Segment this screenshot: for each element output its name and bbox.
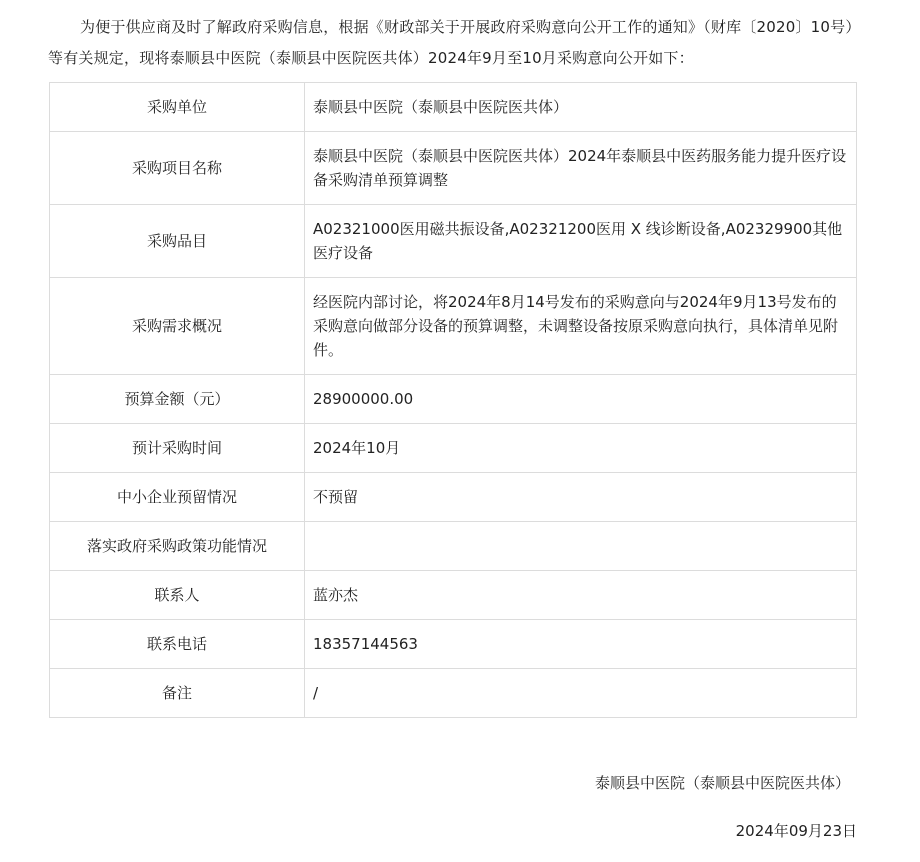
table-row	[50, 83, 857, 132]
table-row	[50, 424, 857, 473]
row-label: 联系人	[50, 571, 305, 620]
table-row	[50, 620, 857, 669]
row-label: 联系电话	[50, 620, 305, 669]
row-value: 泰顺县中医院（泰顺县中医院医共体）2024年泰顺县中医药服务能力提升医疗设备采购清单预算调整	[305, 132, 857, 205]
procurement-intent-table	[49, 82, 857, 718]
table-row	[50, 132, 857, 205]
row-label: 采购项目名称	[50, 132, 305, 205]
row-label: 采购需求概况	[50, 278, 305, 375]
row-value: 2024年10月	[305, 424, 857, 473]
table-row	[50, 473, 857, 522]
intro-paragraph: 为便于供应商及时了解政府采购信息，根据《财政部关于开展政府采购意向公开工作的通知》（财库〔2020〕10号）等有关规定，现将泰顺县中医院（泰顺县中医院医共体）2024年9月至10月采购意向公开如下：	[48, 18, 854, 67]
row-label: 预算金额（元）	[50, 375, 305, 424]
row-label: 落实政府采购政策功能情况	[50, 522, 305, 571]
row-value: 28900000.00	[305, 375, 857, 424]
table-row	[50, 278, 857, 375]
signature-organization: 泰顺县中医院（泰顺县中医院医共体）	[594, 774, 850, 792]
row-value: /	[305, 669, 857, 718]
signature-date: 2024年09月23日	[735, 822, 857, 840]
row-value: 18357144563	[305, 620, 857, 669]
row-label: 预计采购时间	[50, 424, 305, 473]
row-value	[305, 522, 857, 571]
row-value: 蓝亦杰	[305, 571, 857, 620]
row-label: 备注	[50, 669, 305, 718]
row-value: 泰顺县中医院（泰顺县中医院医共体）	[305, 83, 857, 132]
row-value: 经医院内部讨论，将2024年8月14号发布的采购意向与2024年9月13号发布的采购意向做部分设备的预算调整，未调整设备按原采购意向执行，具体清单见附件。	[305, 278, 857, 375]
row-label: 采购品目	[50, 205, 305, 278]
table-row	[50, 571, 857, 620]
table-row	[50, 522, 857, 571]
table-row	[50, 669, 857, 718]
table-row	[50, 375, 857, 424]
row-value: A02321000医用磁共振设备,A02321200医用 X 线诊断设备,A02329900其他医疗设备	[305, 205, 857, 278]
row-label: 中小企业预留情况	[50, 473, 305, 522]
row-label: 采购单位	[50, 83, 305, 132]
row-value: 不预留	[305, 473, 857, 522]
table-row	[50, 205, 857, 278]
